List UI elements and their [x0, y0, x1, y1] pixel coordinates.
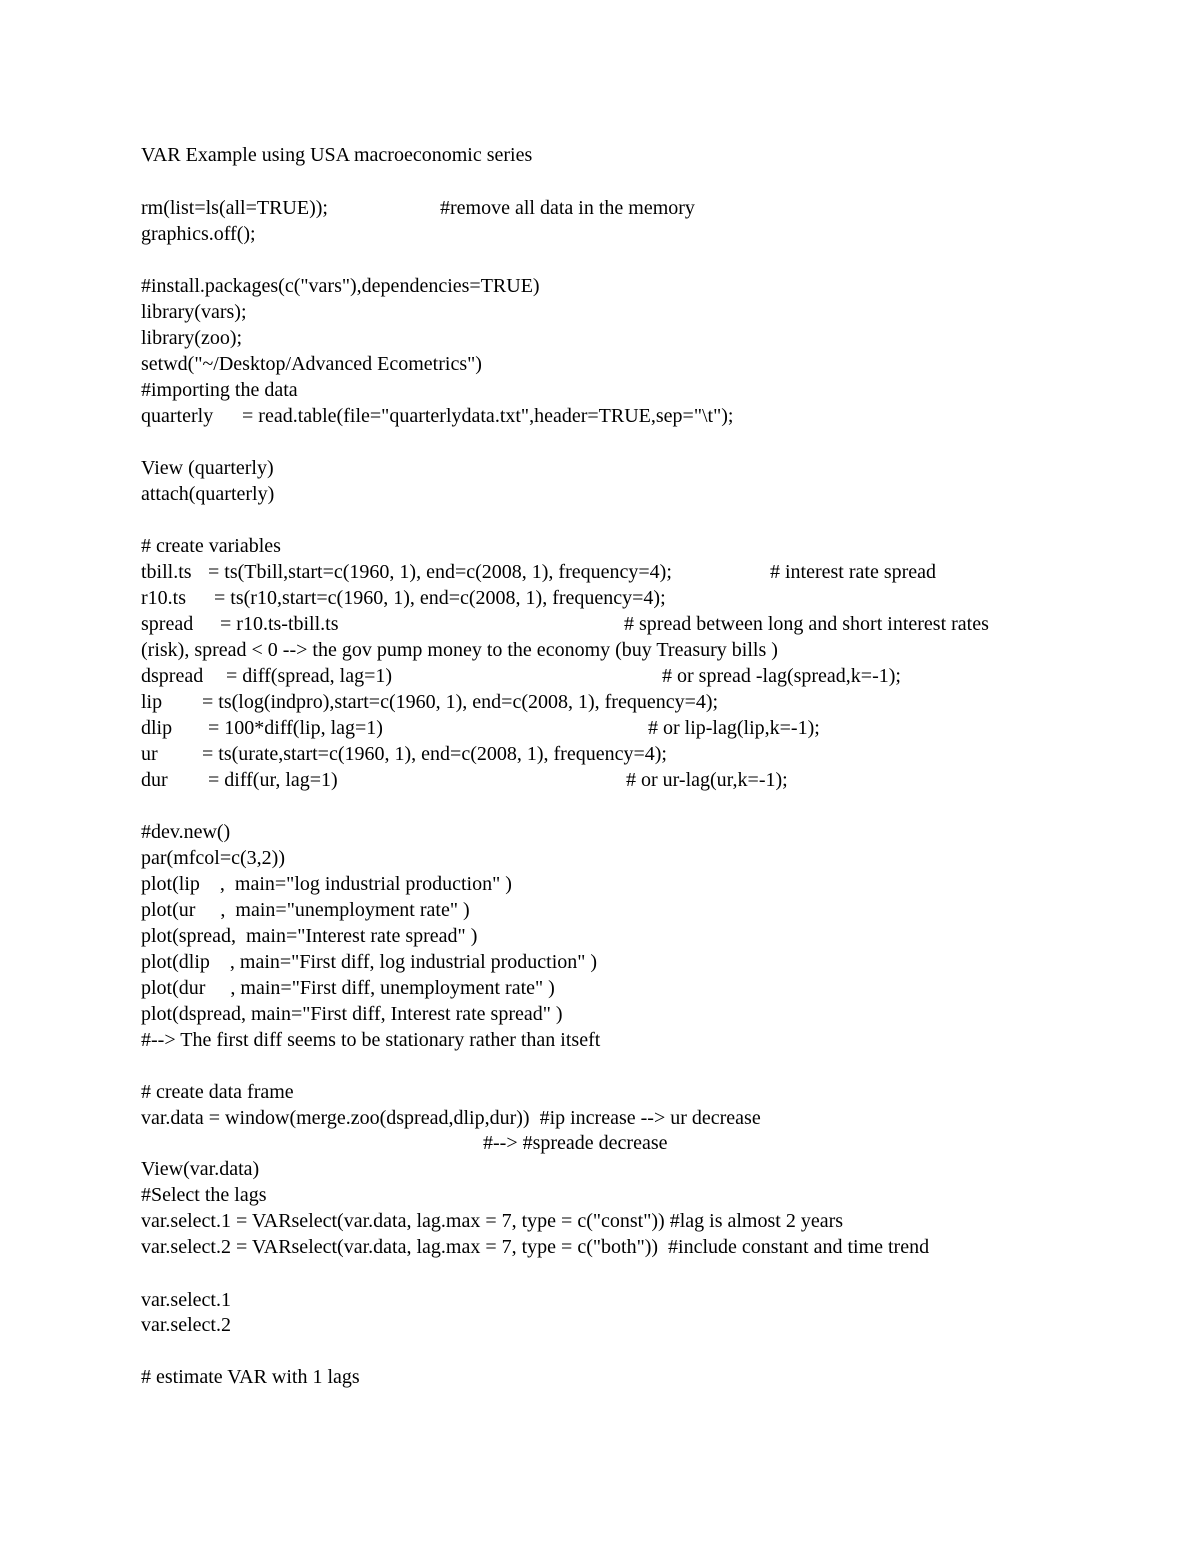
code-comment-line: # estimate VAR with 1 lags	[141, 1366, 360, 1388]
code-expression: = diff(spread, lag=1)	[226, 665, 393, 687]
code-line	[141, 195, 695, 221]
code-expression: = read.table(file="quarterlydata.txt",header=TRUE,sep="\t");	[242, 405, 734, 427]
code-expression: = ts(Tbill,start=c(1960, 1), end=c(2008, 1), frequency=4);	[208, 561, 672, 583]
document-title: VAR Example using USA macroeconomic series	[141, 144, 533, 166]
code-line	[141, 715, 820, 741]
code-expression: = ts(log(indpro),start=c(1960, 1), end=c(2008, 1), frequency=4);	[202, 691, 719, 713]
code-line: library(vars);	[141, 301, 247, 323]
code-line: var.select.1	[141, 1289, 231, 1311]
code-comment-line: #--> #spreade decrease	[483, 1132, 668, 1154]
variable-name: dur	[141, 769, 168, 791]
code-line	[141, 767, 788, 793]
variable-name: spread	[141, 613, 194, 635]
code-line: plot(spread, main="Interest rate spread" )	[141, 925, 478, 947]
variable-name: dlip	[141, 717, 173, 739]
code-comment: # or ur-lag(ur,k=-1);	[626, 769, 788, 791]
variable-name: r10.ts	[141, 587, 186, 609]
code-comment: # spread between long and short interest rates	[624, 613, 989, 635]
code-line: plot(dspread, main="First diff, Interest rate spread" )	[141, 1003, 563, 1025]
code-line	[141, 611, 989, 637]
code-line: View (quarterly)	[141, 457, 274, 479]
code-line	[141, 663, 901, 689]
variable-name: quarterly	[141, 405, 214, 427]
code-expression: = r10.ts-tbill.ts	[220, 613, 339, 635]
code-expression: = ts(r10,start=c(1960, 1), end=c(2008, 1), frequency=4);	[214, 587, 666, 609]
code-line	[141, 741, 667, 767]
code-line: (risk), spread < 0 --> the gov pump money to the economy (buy Treasury bills )	[141, 639, 778, 661]
code-line: #install.packages(c("vars"),dependencies=TRUE)	[141, 275, 540, 297]
code-comment-line: #Select the lags	[141, 1184, 267, 1206]
code-line	[141, 585, 666, 611]
variable-name: ur	[141, 743, 158, 765]
variable-name: tbill.ts	[141, 561, 192, 583]
code-expression: = ts(urate,start=c(1960, 1), end=c(2008, 1), frequency=4);	[202, 743, 667, 765]
code-line: library(zoo);	[141, 327, 243, 349]
code-line: var.data = window(merge.zoo(dspread,dlip,dur)) #ip increase --> ur decrease	[141, 1107, 761, 1129]
variable-name: dspread	[141, 665, 204, 687]
code-line: var.select.2 = VARselect(var.data, lag.max = 7, type = c("both")) #include constant and time trend	[141, 1236, 930, 1258]
code-comment: #remove all data in the memory	[440, 197, 695, 219]
code-line	[141, 689, 719, 715]
code-line: plot(ur , main="unemployment rate" )	[141, 899, 470, 921]
code-line: graphics.off();	[141, 223, 256, 245]
variable-name: lip	[141, 691, 163, 713]
code-line: View(var.data)	[141, 1158, 260, 1180]
code-line	[141, 559, 937, 585]
code-expression: = 100*diff(lip, lag=1)	[208, 717, 383, 739]
code-line: plot(dur , main="First diff, unemployment rate" )	[141, 977, 555, 999]
code-line: #dev.new()	[141, 821, 231, 843]
code-line: plot(lip , main="log industrial production" )	[141, 873, 512, 895]
code-line	[141, 403, 734, 429]
code-comment: # or lip-lag(lip,k=-1);	[648, 717, 820, 739]
code-comment: # or spread -lag(spread,k=-1);	[662, 665, 901, 687]
code-line: #--> The first diff seems to be stationary rather than itseft	[141, 1029, 601, 1051]
code-line: attach(quarterly)	[141, 483, 275, 505]
code-comment: # interest rate spread	[770, 561, 937, 583]
code-line: par(mfcol=c(3,2))	[141, 847, 285, 869]
code-expression: = diff(ur, lag=1)	[208, 769, 338, 791]
code-text: rm(list=ls(all=TRUE));	[141, 197, 328, 219]
code-line: #importing the data	[141, 379, 298, 401]
code-line: plot(dlip , main="First diff, log industrial production" )	[141, 951, 598, 973]
code-comment-line: # create data frame	[141, 1081, 294, 1103]
code-line: var.select.2	[141, 1314, 231, 1336]
code-comment-line: # create variables	[141, 535, 281, 557]
code-line: setwd("~/Desktop/Advanced Ecometrics")	[141, 353, 482, 375]
code-line: var.select.1 = VARselect(var.data, lag.max = 7, type = c("const")) #lag is almost 2 years	[141, 1210, 844, 1232]
